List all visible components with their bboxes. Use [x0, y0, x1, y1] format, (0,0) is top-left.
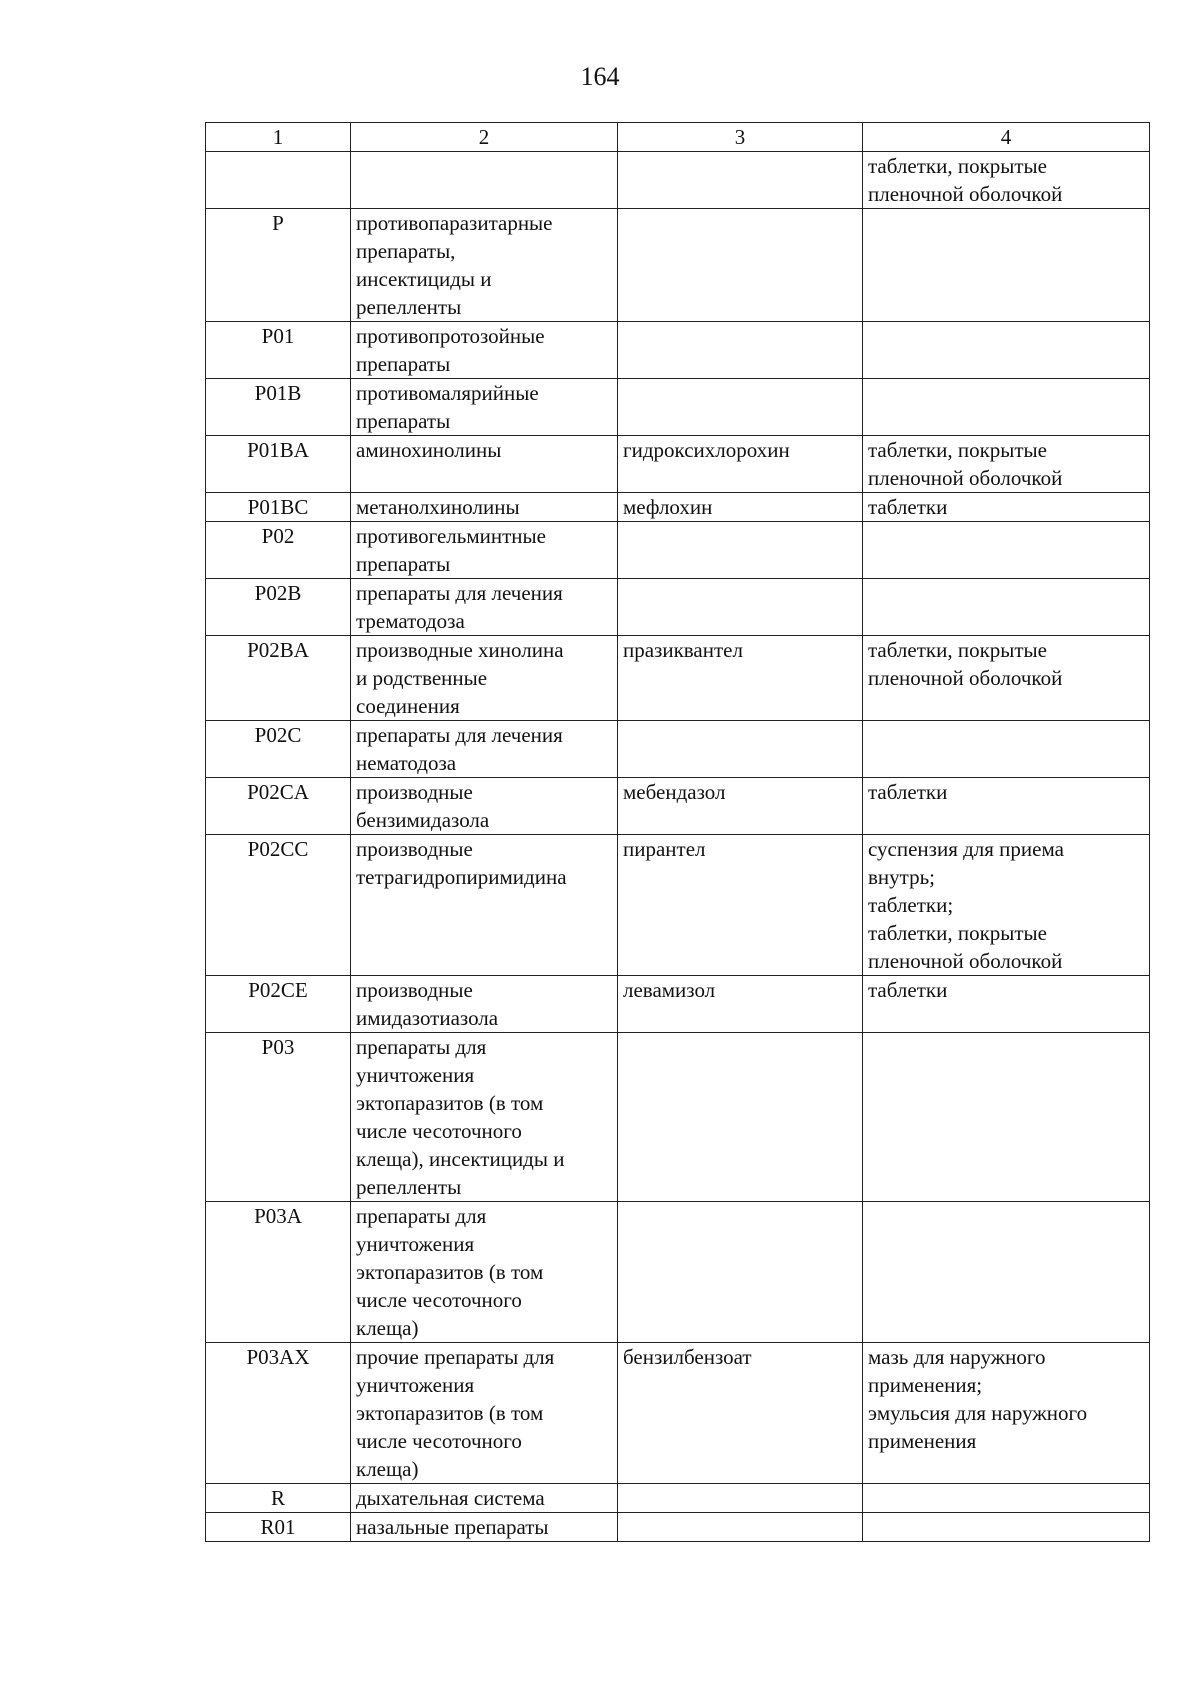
- dosage-form-line: пленочной оболочкой: [868, 466, 1063, 490]
- group-name-cell: [351, 1202, 618, 1343]
- dosage-forms-cell: [863, 1343, 1150, 1484]
- dosage-forms-cell: [863, 636, 1150, 721]
- table-row: [206, 835, 1150, 976]
- group-name-line: противопаразитарные: [356, 211, 553, 235]
- dosage-forms-cell: [863, 1033, 1150, 1202]
- drug-classification-table: [205, 122, 1150, 1542]
- drug-name-cell: [618, 379, 863, 436]
- group-name-cell: [351, 636, 618, 721]
- atc-code-cell: P02CA: [206, 778, 351, 835]
- group-name-cell: [351, 1343, 618, 1484]
- group-name-line: препараты для: [356, 1035, 487, 1059]
- table-row: [206, 152, 1150, 209]
- atc-code-cell: [206, 152, 351, 209]
- dosage-form-line: таблетки, покрытые: [868, 638, 1047, 662]
- group-name-line: препараты: [356, 552, 451, 576]
- dosage-forms-cell: [863, 1202, 1150, 1343]
- group-name-cell: [351, 835, 618, 976]
- group-name-line: трематодоза: [356, 609, 465, 633]
- group-name-line: репелленты: [356, 295, 462, 319]
- drug-name-cell: [618, 522, 863, 579]
- group-name-cell: [351, 493, 618, 522]
- drug-name-cell: [618, 1513, 863, 1542]
- group-name-line: производные хинолина: [356, 638, 564, 662]
- group-name-cell: [351, 322, 618, 379]
- atc-code-cell: R: [206, 1484, 351, 1513]
- drug-name-cell: мебендазол: [618, 778, 863, 835]
- group-name-line: эктопаразитов (в том: [356, 1401, 544, 1425]
- group-name-line: клеща): [356, 1457, 419, 1481]
- atc-code-cell: P02: [206, 522, 351, 579]
- group-name-line: эктопаразитов (в том: [356, 1260, 544, 1284]
- header-cell-1: 1: [206, 123, 351, 152]
- group-name-cell: [351, 976, 618, 1033]
- group-name-line: дыхательная система: [356, 1486, 545, 1510]
- group-name-cell: [351, 721, 618, 778]
- group-name-line: числе чесоточного: [356, 1429, 522, 1453]
- table-row: [206, 209, 1150, 322]
- group-name-line: противомалярийные: [356, 381, 539, 405]
- group-name-line: соединения: [356, 694, 460, 718]
- dosage-form-line: мазь для наружного: [868, 1345, 1046, 1369]
- table-row: [206, 436, 1150, 493]
- table-row: [206, 1343, 1150, 1484]
- group-name-line: нематодоза: [356, 751, 457, 775]
- dosage-form-line: пленочной оболочкой: [868, 949, 1063, 973]
- drug-name-cell: [618, 579, 863, 636]
- dosage-form-line: таблетки: [868, 780, 948, 804]
- group-name-line: производные: [356, 780, 473, 804]
- header-cell-4: 4: [863, 123, 1150, 152]
- group-name-cell: [351, 778, 618, 835]
- group-name-cell: [351, 436, 618, 493]
- dosage-form-line: таблетки, покрытые: [868, 921, 1047, 945]
- header-cell-3: 3: [618, 123, 863, 152]
- group-name-line: репелленты: [356, 1175, 462, 1199]
- dosage-forms-cell: [863, 976, 1150, 1033]
- table-row: [206, 322, 1150, 379]
- dosage-forms-cell: [863, 436, 1150, 493]
- atc-code-cell: P03AX: [206, 1343, 351, 1484]
- dosage-form-line: эмульсия для наружного: [868, 1401, 1088, 1425]
- dosage-forms-cell: [863, 1513, 1150, 1542]
- dosage-forms-cell: [863, 522, 1150, 579]
- group-name-line: числе чесоточного: [356, 1288, 522, 1312]
- page-number: 164: [580, 62, 620, 91]
- dosage-forms-cell: [863, 778, 1150, 835]
- atc-code-cell: R01: [206, 1513, 351, 1542]
- group-name-line: эктопаразитов (в том: [356, 1091, 544, 1115]
- group-name-line: производные: [356, 837, 473, 861]
- dosage-form-line: таблетки: [868, 978, 948, 1002]
- atc-code-cell: P02CE: [206, 976, 351, 1033]
- group-name-line: уничтожения: [356, 1063, 475, 1087]
- group-name-line: аминохинолины: [356, 438, 502, 462]
- drug-name-cell: празиквантел: [618, 636, 863, 721]
- drug-name-cell: бензилбензоат: [618, 1343, 863, 1484]
- group-name-line: препараты для лечения: [356, 723, 563, 747]
- dosage-forms-cell: [863, 379, 1150, 436]
- table-row: [206, 579, 1150, 636]
- atc-code-cell: P01B: [206, 379, 351, 436]
- atc-code-cell: P: [206, 209, 351, 322]
- dosage-form-line: внутрь;: [868, 865, 935, 889]
- group-name-line: числе чесоточного: [356, 1119, 522, 1143]
- atc-code-cell: P03A: [206, 1202, 351, 1343]
- table-row: [206, 721, 1150, 778]
- group-name-line: уничтожения: [356, 1373, 475, 1397]
- drug-name-cell: левамизол: [618, 976, 863, 1033]
- dosage-form-line: пленочной оболочкой: [868, 666, 1063, 690]
- group-name-cell: [351, 209, 618, 322]
- group-name-line: препараты для лечения: [356, 581, 563, 605]
- dosage-form-line: таблетки;: [868, 893, 954, 917]
- group-name-line: производные: [356, 978, 473, 1002]
- group-name-line: препараты: [356, 409, 451, 433]
- drug-name-cell: [618, 152, 863, 209]
- group-name-line: противопротозойные: [356, 324, 545, 348]
- group-name-line: клеща): [356, 1316, 419, 1340]
- dosage-forms-cell: [863, 579, 1150, 636]
- table-row: [206, 522, 1150, 579]
- header-cell-2: 2: [351, 123, 618, 152]
- drug-name-cell: [618, 721, 863, 778]
- dosage-form-line: пленочной оболочкой: [868, 182, 1063, 206]
- dosage-form-line: применения: [868, 1429, 977, 1453]
- group-name-line: имидазотиазола: [356, 1006, 499, 1030]
- table-row: [206, 493, 1150, 522]
- dosage-forms-cell: [863, 322, 1150, 379]
- drug-name-cell: [618, 322, 863, 379]
- group-name-line: бензимидазола: [356, 808, 490, 832]
- group-name-line: инсектициды и: [356, 267, 492, 291]
- group-name-line: прочие препараты для: [356, 1345, 555, 1369]
- atc-code-cell: P01BC: [206, 493, 351, 522]
- dosage-form-line: суспензия для приема: [868, 837, 1064, 861]
- group-name-line: тетрагидропиримидина: [356, 865, 567, 889]
- drug-name-cell: [618, 1484, 863, 1513]
- atc-code-cell: P03: [206, 1033, 351, 1202]
- group-name-line: препараты: [356, 352, 451, 376]
- dosage-forms-cell: [863, 493, 1150, 522]
- dosage-form-line: применения;: [868, 1373, 983, 1397]
- dosage-form-line: таблетки, покрытые: [868, 154, 1047, 178]
- drug-name-cell: пирантел: [618, 835, 863, 976]
- atc-code-cell: P02B: [206, 579, 351, 636]
- group-name-cell: [351, 379, 618, 436]
- group-name-cell: [351, 1484, 618, 1513]
- dosage-forms-cell: [863, 835, 1150, 976]
- group-name-cell: [351, 152, 618, 209]
- drug-name-cell: [618, 1202, 863, 1343]
- group-name-line: и родственные: [356, 666, 488, 690]
- group-name-cell: [351, 1033, 618, 1202]
- atc-code-cell: P01BA: [206, 436, 351, 493]
- table-header-row: [206, 123, 1150, 152]
- table-row: [206, 778, 1150, 835]
- group-name-line: клеща), инсектициды и: [356, 1147, 565, 1171]
- table-row: [206, 1484, 1150, 1513]
- table-row: [206, 636, 1150, 721]
- group-name-line: метанолхинолины: [356, 495, 520, 519]
- drug-name-cell: мефлохин: [618, 493, 863, 522]
- dosage-form-line: таблетки, покрытые: [868, 438, 1047, 462]
- table-row: [206, 976, 1150, 1033]
- drug-name-cell: [618, 209, 863, 322]
- dosage-forms-cell: [863, 152, 1150, 209]
- dosage-forms-cell: [863, 1484, 1150, 1513]
- drug-name-cell: гидроксихлорохин: [618, 436, 863, 493]
- atc-code-cell: P02BA: [206, 636, 351, 721]
- atc-code-cell: P02C: [206, 721, 351, 778]
- atc-code-cell: P02CC: [206, 835, 351, 976]
- dosage-forms-cell: [863, 209, 1150, 322]
- group-name-cell: [351, 579, 618, 636]
- table-row: [206, 379, 1150, 436]
- table-row: [206, 1202, 1150, 1343]
- group-name-cell: [351, 1513, 618, 1542]
- atc-code-cell: P01: [206, 322, 351, 379]
- dosage-forms-cell: [863, 721, 1150, 778]
- group-name-line: препараты для: [356, 1204, 487, 1228]
- drug-name-cell: [618, 1033, 863, 1202]
- group-name-line: уничтожения: [356, 1232, 475, 1256]
- group-name-line: назальные препараты: [356, 1515, 549, 1539]
- group-name-cell: [351, 522, 618, 579]
- table-row: [206, 1513, 1150, 1542]
- group-name-line: противогельминтные: [356, 524, 546, 548]
- table-row: [206, 1033, 1150, 1202]
- dosage-form-line: таблетки: [868, 495, 948, 519]
- group-name-line: препараты,: [356, 239, 456, 263]
